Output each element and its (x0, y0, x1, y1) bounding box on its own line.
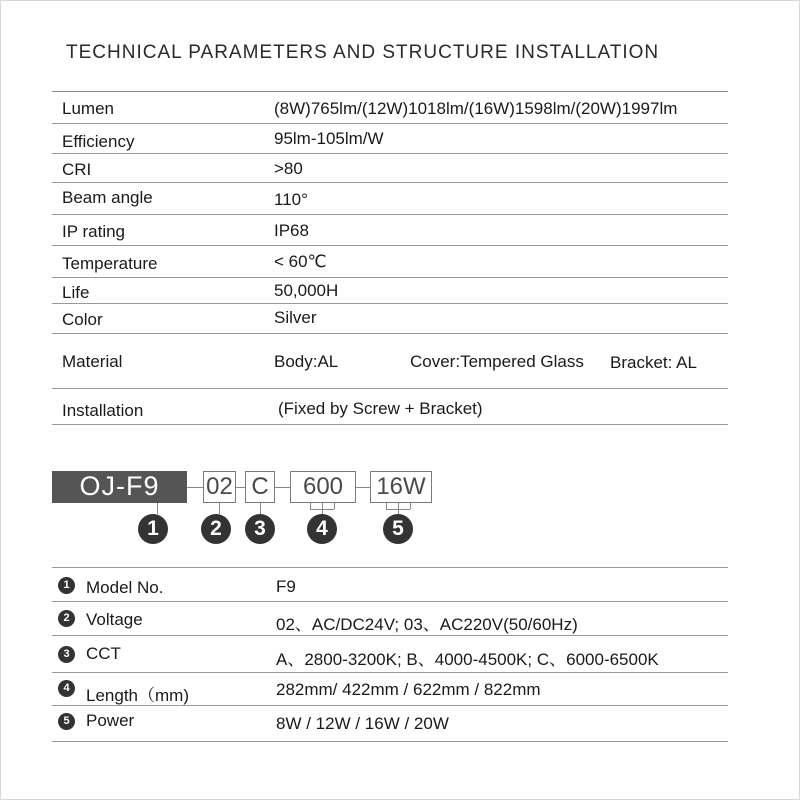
parameters-table (52, 91, 728, 425)
param-label: Efficiency (62, 132, 135, 151)
number-1-icon: 1 (58, 577, 75, 594)
leader-line (157, 503, 158, 514)
legend-value: 8W / 12W / 16W / 20W (276, 714, 449, 733)
param-value: Silver (274, 308, 317, 327)
param-row-beam-angle (52, 183, 728, 215)
number-2-icon: 2 (58, 610, 75, 627)
code-dash (356, 487, 370, 488)
legend-value: A、2800-3200K; B、4000-4500K; C、6000-6500K (276, 650, 659, 669)
param-row-life (52, 278, 728, 304)
param-value-cover: Cover:Tempered Glass (410, 352, 584, 371)
param-row-color (52, 304, 728, 334)
param-row-material (52, 334, 728, 389)
legend-row-length (52, 673, 728, 706)
legend-row-model (52, 568, 728, 602)
number-5-icon: 5 (58, 713, 75, 730)
number-3-icon: 3 (58, 646, 75, 663)
legend-label: Voltage (86, 610, 143, 629)
model-code-power: 16W (370, 471, 432, 503)
param-row-temperature (52, 246, 728, 278)
code-dash (236, 487, 245, 488)
leader-line (260, 503, 261, 514)
param-value: Body:AL (274, 352, 339, 371)
leader-line (410, 503, 411, 509)
legend-row-cct (52, 636, 728, 673)
marker-4-icon: 4 (307, 514, 337, 544)
code-dash (275, 487, 290, 488)
marker-3-icon: 3 (245, 514, 275, 544)
model-code-main: OJ-F9 (52, 471, 187, 503)
leader-line (219, 503, 220, 514)
param-label: CRI (62, 160, 92, 179)
model-code-length: 600 (290, 471, 356, 503)
page-title: TECHNICAL PARAMETERS AND STRUCTURE INSTALLATION (66, 42, 660, 63)
code-legend-table (52, 567, 728, 742)
leader-line (386, 503, 387, 509)
legend-row-power (52, 706, 728, 742)
marker-1-icon: 1 (138, 514, 168, 544)
number-4-icon: 4 (58, 680, 75, 697)
marker-5-icon: 5 (383, 514, 413, 544)
param-label: Installation (62, 401, 144, 420)
param-value: 110° (274, 190, 308, 209)
param-value: IP68 (274, 221, 309, 240)
param-row-ip-rating (52, 215, 728, 246)
param-row-lumen (52, 92, 728, 124)
param-row-cri (52, 154, 728, 183)
legend-value: 02、AC/DC24V; 03、AC220V(50/60Hz) (276, 615, 578, 634)
param-value: < 60℃ (274, 252, 327, 271)
code-dash (187, 487, 203, 488)
param-value-bracket: Bracket: AL (610, 353, 697, 372)
param-label: Lumen (62, 99, 114, 118)
param-value: 50,000H (274, 281, 339, 300)
legend-value: F9 (276, 577, 296, 596)
param-row-efficiency (52, 124, 728, 154)
param-value: (8W)765lm/(12W)1018lm/(16W)1598lm/(20W)1997lm (274, 99, 678, 118)
leader-line (334, 503, 335, 509)
legend-label: Power (86, 711, 135, 730)
param-label: Color (62, 310, 103, 329)
param-label: Material (62, 352, 123, 371)
param-row-installation (52, 389, 728, 425)
param-value: (Fixed by Screw + Bracket) (278, 399, 483, 418)
model-code-voltage: 02 (203, 471, 236, 503)
param-value: 95lm-105lm/W (274, 129, 384, 148)
marker-2-icon: 2 (201, 514, 231, 544)
param-label: Life (62, 283, 90, 302)
param-label: Beam angle (62, 188, 153, 207)
model-code-cct: C (245, 471, 275, 503)
legend-label: Model No. (86, 578, 164, 597)
param-label: Temperature (62, 254, 158, 273)
legend-label: CCT (86, 644, 121, 663)
leader-line (310, 503, 311, 509)
param-label: IP rating (62, 222, 126, 241)
param-value: >80 (274, 159, 303, 178)
legend-value: 282mm/ 422mm / 622mm / 822mm (276, 680, 541, 699)
legend-label: Length（mm) (86, 686, 189, 705)
legend-row-voltage (52, 602, 728, 636)
